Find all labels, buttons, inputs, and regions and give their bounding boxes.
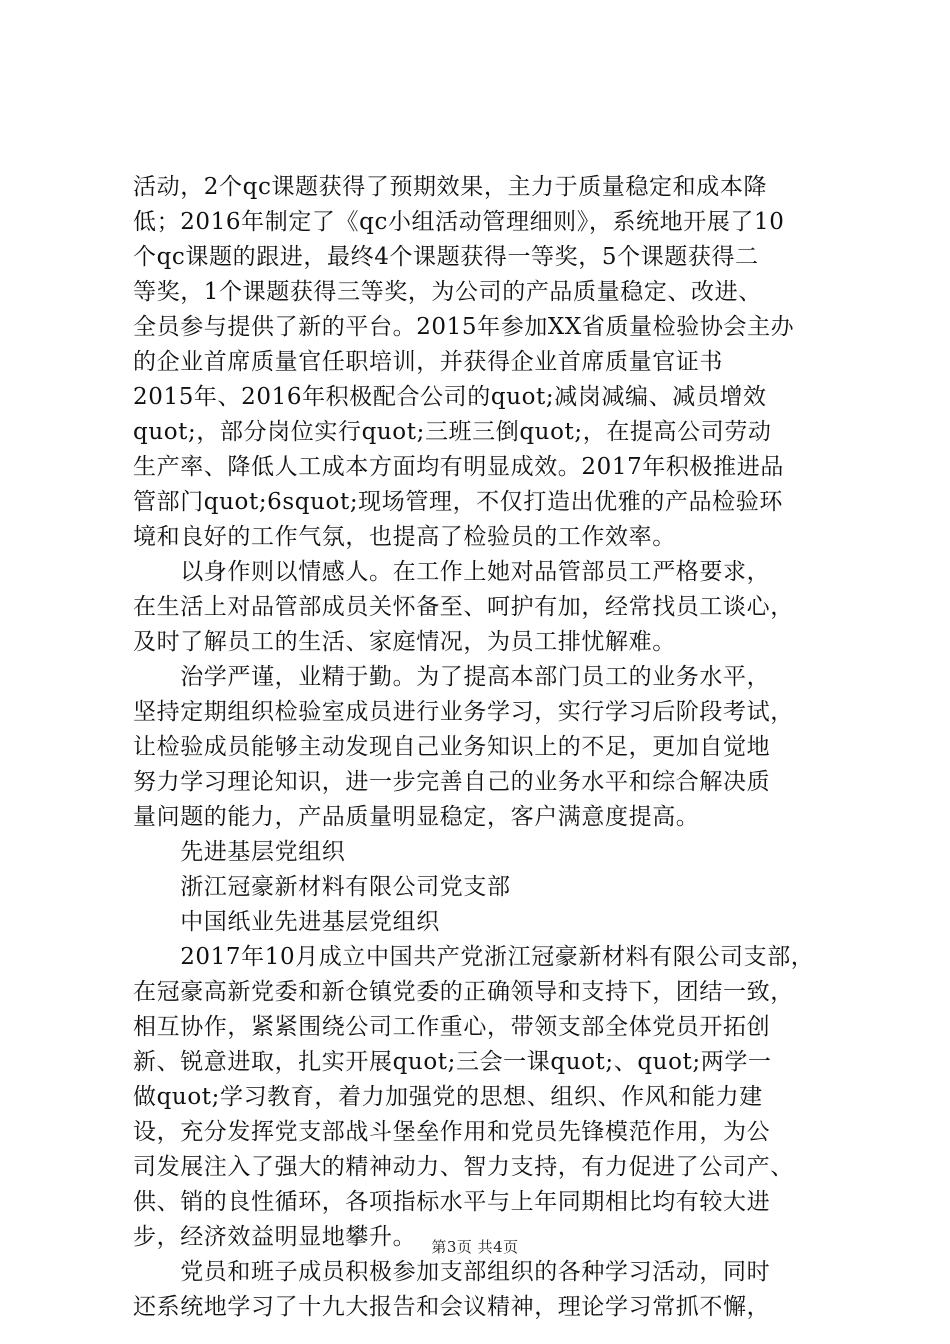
text-line: 在冠豪高新党委和新仓镇党委的正确领导和支持下，团结一致，	[133, 979, 794, 1005]
page-footer: 第3页 共4页	[431, 1238, 519, 1256]
text-line: 供、销的良性循环，各项指标水平与上年同期相比均有较大进	[133, 1189, 771, 1215]
text-line: 个qc课题的跟进，最终4个课题获得一等奖，5个课题获得二	[133, 244, 759, 270]
text-line: 在生活上对品管部成员关怀备至、呵护有加，经常找员工谈心，	[133, 594, 794, 620]
text-line: 坚持定期组织检验室成员进行业务学习，实行学习后阶段考试，	[133, 699, 794, 725]
text-line: 做quot;学习教育，着力加强党的思想、组织、作风和能力建	[133, 1084, 763, 1110]
text-line: 及时了解员工的生活、家庭情况，为员工排忧解难。	[133, 629, 676, 655]
text-line: 2015年、2016年积极配合公司的quot;减岗减编、减员增效	[133, 384, 767, 410]
text-line: 2017年10月成立中国共产党浙江冠豪新材料有限公司支部，	[133, 944, 815, 970]
text-line: 量问题的能力，产品质量明显稳定，客户满意度提高。	[133, 804, 700, 830]
text-line: 党员和班子成员积极参加支部组织的各种学习活动，同时	[133, 1259, 771, 1285]
text-line: 以身作则以情感人。在工作上她对品管部员工严格要求，	[133, 559, 771, 585]
text-line: 境和良好的工作气氛，也提高了检验员的工作效率。	[133, 524, 676, 550]
text-line: 治学严谨，业精于勤。为了提高本部门员工的业务水平，	[133, 664, 771, 690]
text-line: quot;，部分岗位实行quot;三班三倒quot;，在提高公司劳动	[133, 419, 772, 445]
text-line: 新、锐意进取，扎实开展quot;三会一课quot;、quot;两学一	[133, 1049, 772, 1075]
text-line: 全员参与提供了新的平台。2015年参加XX省质量检验协会主办	[133, 314, 795, 340]
text-line: 活动，2个qc课题获得了预期效果，主力于质量稳定和成本降	[133, 174, 768, 200]
text-line: 还系统地学习了十九大报告和会议精神，理论学习常抓不懈，	[133, 1294, 771, 1320]
body-text	[133, 170, 823, 1325]
text-line: 浙江冠豪新材料有限公司党支部	[133, 874, 511, 900]
text-line: 努力学习理论知识，进一步完善自己的业务水平和综合解决质	[133, 769, 771, 795]
text-line: 生产率、降低人工成本方面均有明显成效。2017年积极推进品	[133, 454, 784, 480]
text-line: 低；2016年制定了《qc小组活动管理细则》，系统地开展了10	[133, 209, 785, 235]
text-line: 司发展注入了强大的精神动力、智力支持，有力促进了公司产、	[133, 1154, 794, 1180]
text-line: 等奖，1个课题获得三等奖，为公司的产品质量稳定、改进、	[133, 279, 762, 305]
text-line: 步，经济效益明显地攀升。	[133, 1224, 417, 1250]
text-line: 设，充分发挥党支部战斗堡垒作用和党员先锋模范作用，为公	[133, 1119, 771, 1145]
text-line: 的企业首席质量官任职培训，并获得企业首席质量官证书	[133, 349, 723, 375]
text-line: 中国纸业先进基层党组织	[133, 909, 440, 935]
text-line: 先进基层党组织	[133, 839, 346, 865]
text-line: 管部门quot;6squot;现场管理，不仅打造出优雅的产品检验环	[133, 489, 783, 515]
text-line: 相互协作，紧紧围绕公司工作重心，带领支部全体党员开拓创	[133, 1014, 771, 1040]
text-line: 让检验成员能够主动发现自己业务知识上的不足，更加自觉地	[133, 734, 771, 760]
